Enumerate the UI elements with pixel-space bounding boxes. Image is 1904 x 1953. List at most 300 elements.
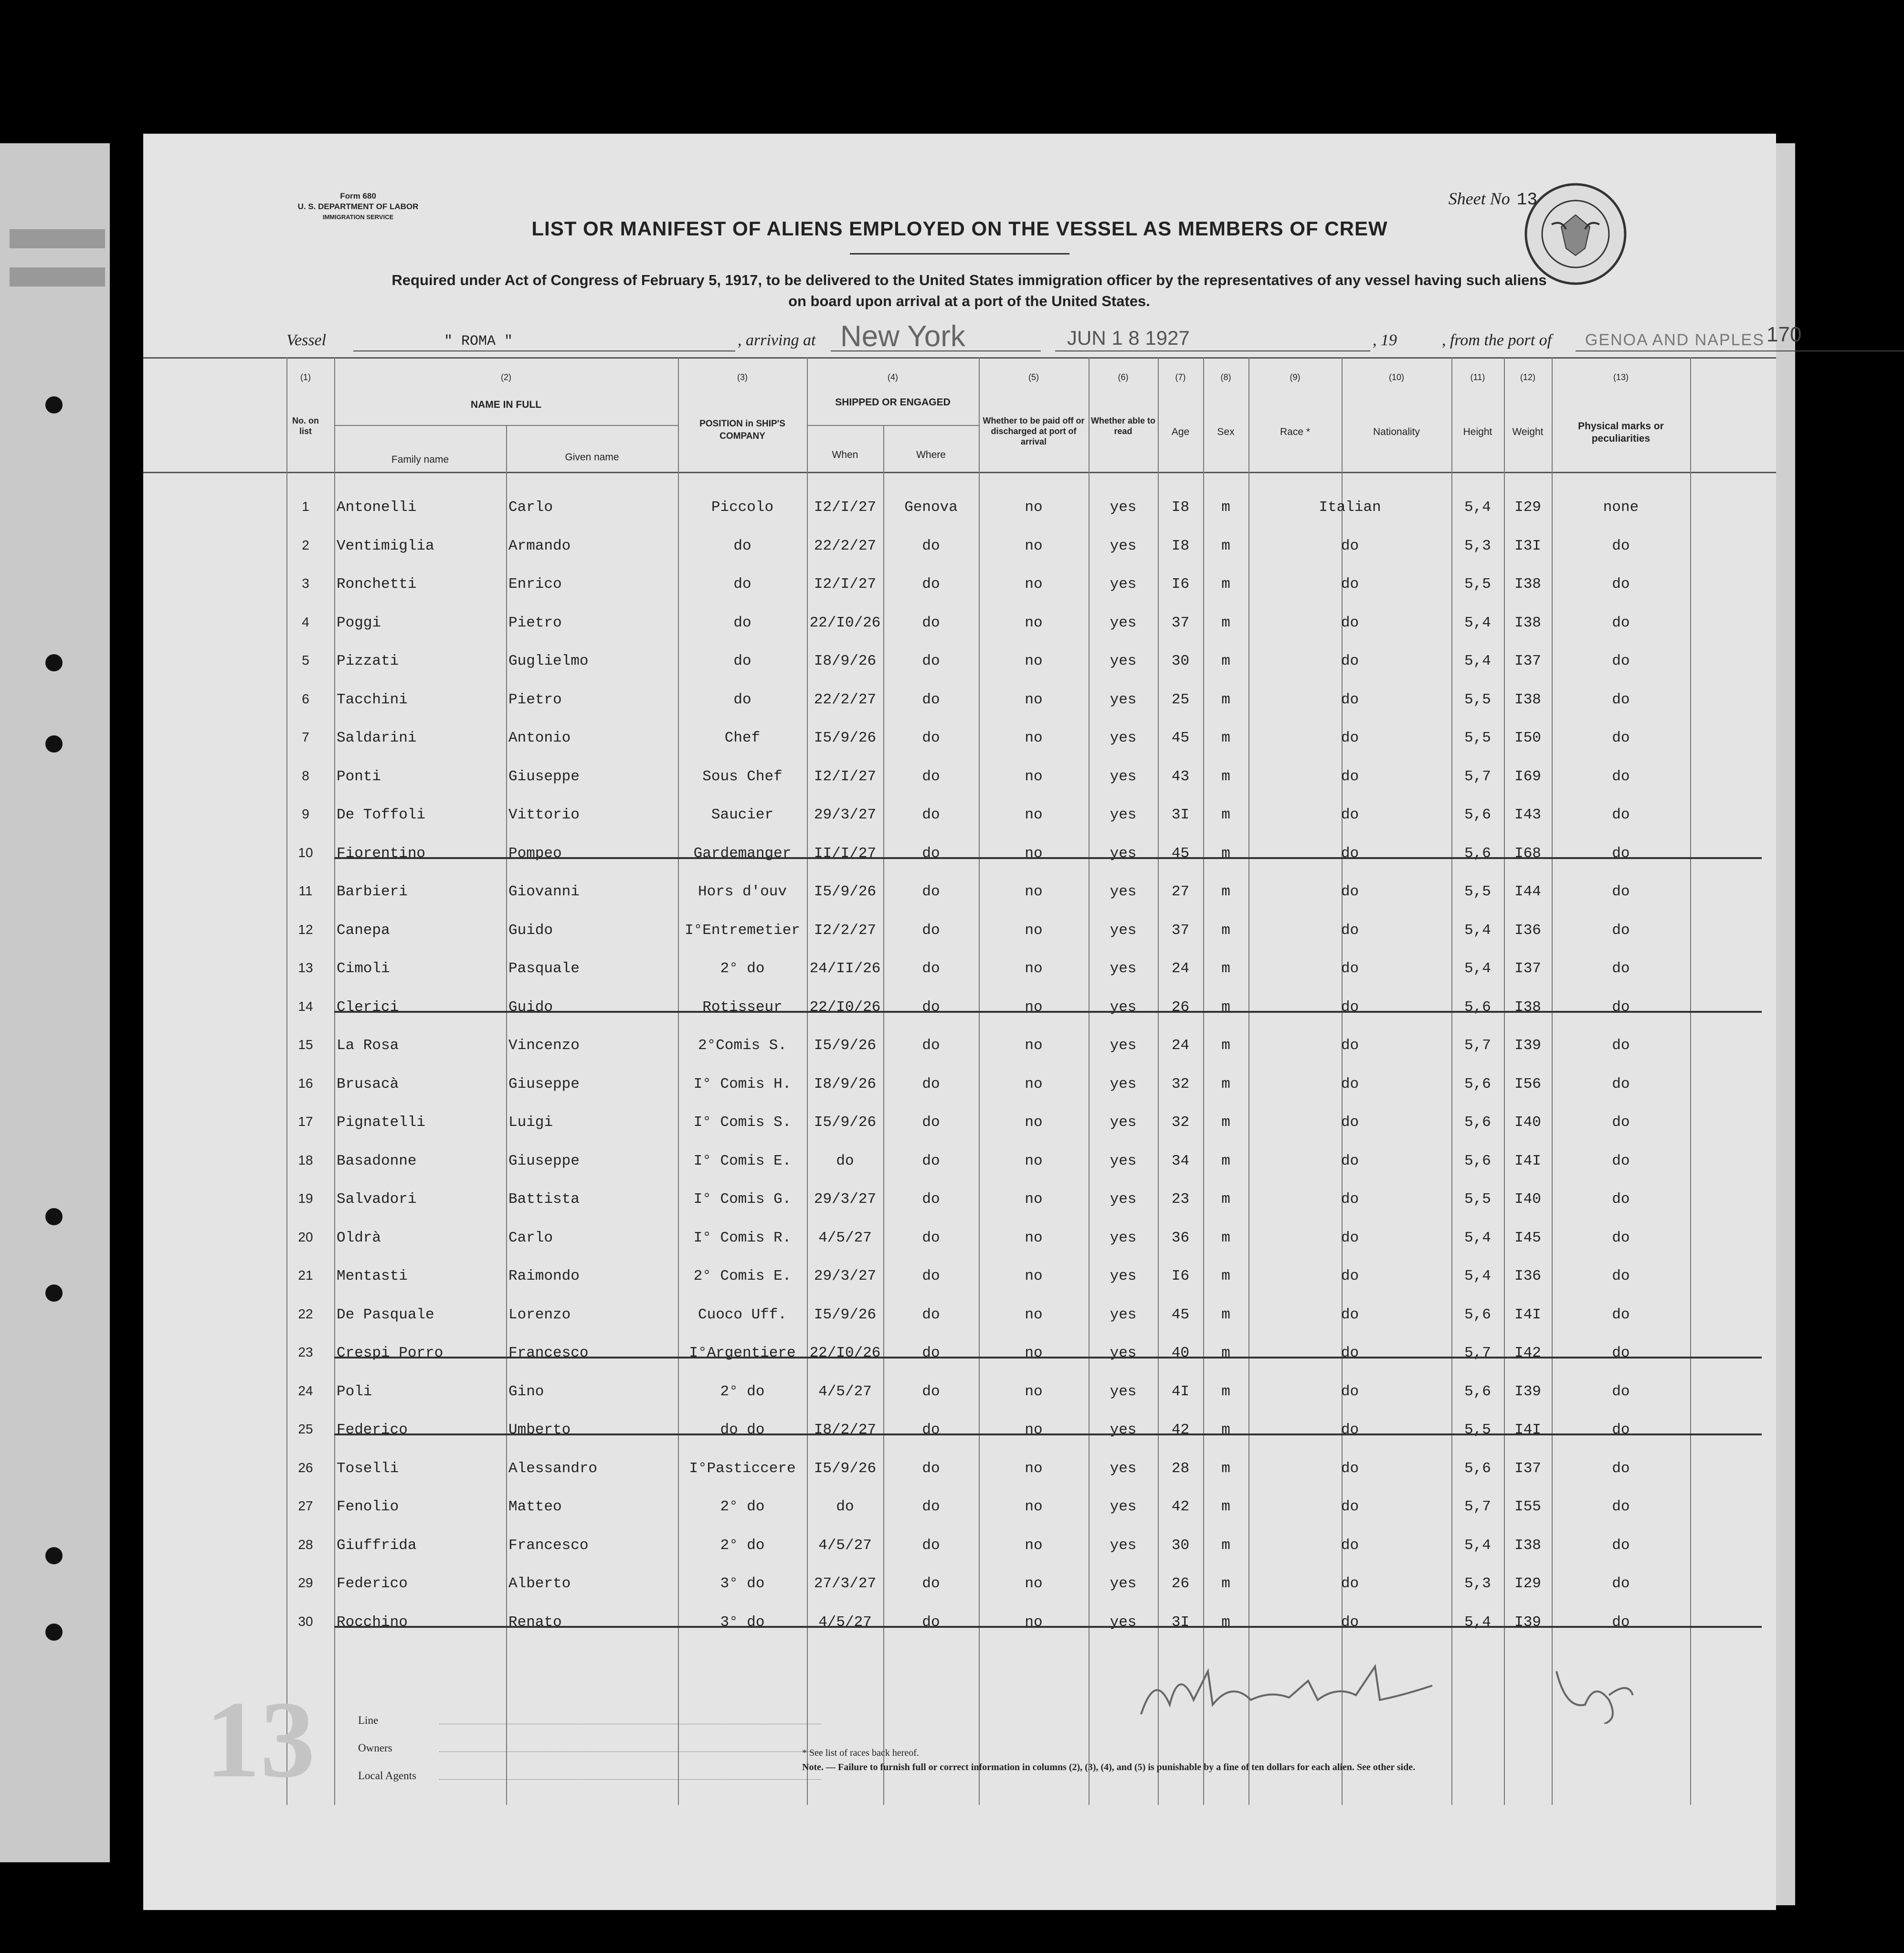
binder-hole	[45, 654, 63, 671]
col-number-4: (4)	[888, 372, 898, 382]
cell-paid-off: no	[1025, 1268, 1043, 1284]
cell-row-number: 13	[298, 960, 313, 975]
cell-row-number: 28	[298, 1537, 313, 1552]
vessel-label: Vessel	[286, 331, 327, 349]
cell-physical-marks: do	[1612, 1345, 1630, 1361]
col-given-name: Given name	[565, 452, 619, 463]
cell-shipped-where: do	[922, 1037, 940, 1054]
cell-family-name: Pizzati	[337, 653, 399, 669]
cell-position: do	[733, 614, 751, 631]
form-number: Form 680	[340, 191, 376, 201]
cell-age: 25	[1171, 691, 1190, 708]
table-row	[143, 605, 1776, 643]
cell-given-name: Vincenzo	[508, 1037, 580, 1054]
cell-weight: I45	[1514, 1229, 1541, 1246]
cell-shipped-where: do	[922, 807, 940, 823]
cell-able-to-read: yes	[1110, 730, 1137, 746]
cell-weight: I37	[1514, 960, 1541, 977]
cell-family-name: Cimoli	[337, 960, 390, 977]
adjacent-sheet-tab	[10, 267, 105, 287]
cell-weight: I39	[1514, 1383, 1541, 1400]
cell-shipped-when: 22/I0/26	[809, 614, 881, 631]
cell-able-to-read: yes	[1110, 1383, 1137, 1400]
cell-shipped-where: do	[922, 883, 940, 900]
sheet-number-label: Sheet No	[1448, 189, 1510, 208]
cell-position: I° Comis R.	[693, 1229, 792, 1246]
cell-family-name: Ventimiglia	[337, 537, 434, 554]
cell-age: 45	[1171, 730, 1190, 746]
cell-row-number: 14	[298, 998, 313, 1014]
cell-paid-off: no	[1025, 1152, 1043, 1169]
cell-row-number: 20	[298, 1229, 313, 1244]
cell-physical-marks: do	[1612, 614, 1630, 631]
cell-given-name: Pietro	[508, 614, 562, 631]
cell-family-name: Federico	[337, 1422, 408, 1438]
cell-given-name: Renato	[508, 1613, 562, 1631]
local-agents-field	[439, 1779, 821, 1780]
cell-shipped-when: I2/I/27	[814, 576, 877, 593]
table-top-rule	[143, 357, 1776, 359]
col-number-12: (12)	[1520, 372, 1535, 382]
cell-able-to-read: yes	[1110, 883, 1137, 900]
col-sex: Sex	[1217, 426, 1235, 437]
cell-given-name: Lorenzo	[508, 1306, 571, 1323]
cell-shipped-when: 4/5/27	[818, 1229, 872, 1246]
cell-sex: m	[1221, 537, 1230, 554]
cell-able-to-read: yes	[1110, 1229, 1137, 1246]
table-row	[143, 1143, 1776, 1181]
col-paid-off: Whether to be paid off or discharged at port of arrival	[983, 416, 1085, 446]
cell-given-name: Giuseppe	[508, 768, 580, 785]
cell-height: 5,4	[1464, 1613, 1491, 1631]
cell-race-nationality: do	[1341, 1537, 1359, 1554]
cell-able-to-read: yes	[1110, 1306, 1137, 1323]
cell-shipped-when: I5/9/26	[814, 1114, 877, 1131]
cell-paid-off: no	[1025, 1383, 1043, 1400]
cell-physical-marks: do	[1612, 768, 1630, 785]
cell-shipped-when: I2/I/27	[814, 499, 877, 516]
cell-family-name: Fiorentino	[337, 845, 426, 862]
cell-age: 23	[1171, 1191, 1190, 1208]
cell-shipped-where: Genova	[904, 499, 958, 516]
cell-race-nationality: do	[1341, 960, 1359, 977]
cell-given-name: Luigi	[508, 1114, 553, 1131]
cell-position: Gardemanger	[693, 845, 792, 862]
cell-physical-marks: do	[1612, 1383, 1630, 1400]
cell-physical-marks: do	[1612, 1037, 1630, 1054]
cell-row-number: 24	[298, 1383, 313, 1398]
col-number-9: (9)	[1290, 372, 1301, 382]
cell-given-name: Francesco	[508, 1537, 589, 1554]
col-number-7: (7)	[1175, 372, 1186, 382]
cell-family-name: Mentasti	[337, 1268, 408, 1284]
cell-sex: m	[1221, 691, 1230, 708]
cell-given-name: Francesco	[508, 1345, 589, 1361]
cell-able-to-read: yes	[1110, 768, 1137, 785]
col-position: POSITION in SHIP'S COMPANY	[699, 419, 785, 441]
subtitle-line: on board upon arrival at a port of the United States.	[788, 293, 1150, 309]
cell-sex: m	[1221, 1114, 1230, 1131]
cell-family-name: Basadonne	[337, 1152, 417, 1169]
cell-race-nationality: do	[1341, 922, 1359, 939]
cell-sex: m	[1221, 807, 1230, 823]
cell-race-nationality: do	[1341, 1306, 1359, 1323]
cell-family-name: De Pasquale	[337, 1306, 434, 1323]
cell-race-nationality: do	[1341, 1498, 1359, 1515]
table-row	[143, 1412, 1776, 1450]
col-number-5: (5)	[1028, 372, 1039, 382]
cell-race-nationality: Italian	[1319, 499, 1381, 516]
cell-age: 42	[1171, 1422, 1190, 1438]
cell-height: 5,6	[1464, 845, 1491, 862]
cell-row-number: 3	[302, 576, 309, 591]
cell-given-name: Gino	[508, 1383, 544, 1400]
cell-sex: m	[1221, 730, 1230, 746]
cell-height: 5,6	[1464, 1306, 1491, 1323]
cell-family-name: Barbieri	[337, 883, 408, 900]
cell-paid-off: no	[1025, 499, 1043, 516]
table-header-rule	[143, 472, 1776, 473]
cell-able-to-read: yes	[1110, 1422, 1137, 1438]
cell-shipped-where: do	[922, 1152, 940, 1169]
cell-weight: I56	[1514, 1075, 1541, 1093]
cell-shipped-where: do	[922, 730, 940, 746]
cell-paid-off: no	[1025, 1498, 1043, 1515]
sheet-number-stamp: 13	[205, 1678, 315, 1800]
cell-able-to-read: yes	[1110, 576, 1137, 593]
cell-shipped-when: I8/9/26	[814, 653, 877, 669]
cell-shipped-where: do	[922, 1422, 940, 1438]
from-port: GENOA AND NAPLES	[1585, 331, 1765, 349]
cell-race-nationality: do	[1341, 653, 1359, 669]
cell-able-to-read: yes	[1110, 1152, 1137, 1169]
vessel-name: " ROMA "	[444, 333, 513, 350]
cell-family-name: Salvadori	[337, 1191, 417, 1208]
cell-shipped-when: I2/2/27	[814, 922, 877, 939]
cell-shipped-where: do	[922, 1306, 940, 1323]
cell-family-name: De Toffoli	[337, 807, 426, 823]
cell-position: 3° do	[720, 1575, 765, 1592]
cell-shipped-when: I8/2/27	[814, 1422, 877, 1438]
cell-shipped-when: 29/3/27	[814, 807, 877, 823]
cell-position: 2° do	[720, 960, 765, 977]
cell-paid-off: no	[1025, 807, 1043, 823]
cell-shipped-when: do	[836, 1152, 854, 1169]
year-label: , 19	[1373, 331, 1397, 349]
cell-sex: m	[1221, 1575, 1230, 1592]
cell-sex: m	[1221, 1345, 1230, 1361]
binder-hole	[45, 396, 63, 414]
cell-race-nationality: do	[1341, 1191, 1359, 1208]
table-row	[143, 720, 1776, 758]
cell-position: Piccolo	[711, 499, 774, 516]
col-family-name: Family name	[391, 454, 449, 465]
table-row	[143, 797, 1776, 835]
cell-weight: I38	[1514, 614, 1541, 631]
cell-able-to-read: yes	[1110, 1345, 1137, 1361]
cell-able-to-read: yes	[1110, 998, 1137, 1016]
cell-paid-off: no	[1025, 537, 1043, 554]
cell-physical-marks: do	[1612, 1268, 1630, 1284]
table-row	[143, 1220, 1776, 1258]
cell-sex: m	[1221, 960, 1230, 977]
cell-able-to-read: yes	[1110, 1268, 1137, 1284]
cell-able-to-read: yes	[1110, 1114, 1137, 1131]
cell-family-name: Pignatelli	[337, 1114, 426, 1131]
cell-height: 5,6	[1464, 1460, 1491, 1477]
cell-weight: I29	[1514, 1575, 1541, 1592]
cell-height: 5,6	[1464, 1075, 1491, 1093]
cell-physical-marks: do	[1612, 537, 1630, 554]
penalty-note: Note. — Failure to furnish full or correct information in columns (2), (3), (4), and (5) is punishable by a fine of ten dollars for each alien. See other side.	[802, 1762, 1416, 1773]
table-row	[143, 1104, 1776, 1143]
cell-row-number: 18	[298, 1152, 313, 1168]
cell-weight: I43	[1514, 807, 1541, 823]
cell-age: 37	[1171, 614, 1190, 631]
cell-sex: m	[1221, 653, 1230, 669]
cell-family-name: Giuffrida	[337, 1537, 417, 1554]
cell-shipped-where: do	[922, 576, 940, 593]
cell-given-name: Vittorio	[508, 807, 580, 823]
cell-shipped-where: do	[922, 1383, 940, 1400]
cell-row-number: 25	[298, 1422, 313, 1436]
cell-shipped-when: 22/2/27	[814, 537, 877, 554]
cell-given-name: Guido	[508, 998, 553, 1016]
cell-weight: I37	[1514, 1460, 1541, 1477]
cell-race-nationality: do	[1341, 1383, 1359, 1400]
cell-paid-off: no	[1025, 960, 1043, 977]
cell-position: I° Comis E.	[693, 1152, 792, 1169]
cell-weight: I38	[1514, 998, 1541, 1016]
cell-weight: I42	[1514, 1345, 1541, 1361]
subtitle-line: Required under Act of Congress of February 5, 1917, to be delivered to the United States immigration officer by the representatives of any vessel having such aliens	[391, 272, 1547, 288]
cell-sex: m	[1221, 1383, 1230, 1400]
cell-physical-marks: do	[1612, 1460, 1630, 1477]
form-service: IMMIGRATION SERVICE	[322, 213, 394, 221]
cell-position: Cuoco Uff.	[698, 1306, 787, 1323]
cell-given-name: Carlo	[508, 1229, 553, 1246]
cell-given-name: Armando	[508, 537, 571, 554]
cell-sex: m	[1221, 576, 1230, 593]
cell-height: 5,4	[1464, 960, 1491, 977]
cell-family-name: Canepa	[337, 922, 390, 939]
cell-able-to-read: yes	[1110, 1075, 1137, 1093]
cell-weight: I44	[1514, 883, 1541, 900]
cell-sex: m	[1221, 1537, 1230, 1554]
cell-sex: m	[1221, 1306, 1230, 1323]
cell-shipped-where: do	[922, 1498, 940, 1515]
cell-sex: m	[1221, 1037, 1230, 1054]
officer-signature	[1136, 1652, 1661, 1724]
cell-physical-marks: do	[1612, 1498, 1630, 1515]
cell-height: 5,5	[1464, 730, 1491, 746]
table-row	[143, 1604, 1776, 1643]
cell-row-number: 23	[298, 1345, 313, 1359]
cell-able-to-read: yes	[1110, 1191, 1137, 1208]
cell-position: Hors d'ouv	[698, 883, 787, 900]
col-shipped-engaged: SHIPPED OR ENGAGED	[835, 397, 951, 408]
cell-height: 5,4	[1464, 1537, 1491, 1554]
header-subdivider	[334, 425, 678, 426]
cell-physical-marks: do	[1612, 960, 1630, 977]
manifest-subtitle	[277, 270, 1661, 312]
cell-shipped-when: 22/I0/26	[809, 998, 881, 1016]
cell-row-number: 1	[302, 499, 309, 514]
cell-weight: I50	[1514, 730, 1541, 746]
col-weight: Weight	[1512, 426, 1544, 437]
col-physical-marks: Physical marks or peculiarities	[1578, 421, 1664, 444]
binder-hole	[45, 1208, 63, 1225]
cell-position: 2° do	[720, 1383, 765, 1400]
table-row	[143, 528, 1776, 566]
cell-shipped-when: 4/5/27	[818, 1383, 872, 1400]
cell-height: 5,5	[1464, 1191, 1491, 1208]
cell-shipped-when: I5/9/26	[814, 1460, 877, 1477]
cell-sex: m	[1221, 1422, 1230, 1438]
table-row	[143, 1528, 1776, 1566]
cell-row-number: 6	[302, 691, 309, 706]
cell-physical-marks: do	[1612, 807, 1630, 823]
owners-field	[439, 1751, 821, 1752]
cell-physical-marks: do	[1612, 883, 1630, 900]
cell-age: 36	[1171, 1229, 1190, 1246]
cell-physical-marks: do	[1612, 1575, 1630, 1592]
cell-paid-off: no	[1025, 1306, 1043, 1323]
table-row	[143, 643, 1776, 681]
cell-shipped-when: 22/I0/26	[809, 1345, 881, 1361]
cell-able-to-read: yes	[1110, 653, 1137, 669]
cell-age: 32	[1171, 1075, 1190, 1093]
cell-shipped-where: do	[922, 1114, 940, 1131]
cell-sex: m	[1221, 1075, 1230, 1093]
col-number-3: (3)	[737, 372, 748, 382]
arrival-date-stamp: JUN 1 8 1927	[1067, 327, 1190, 349]
cell-able-to-read: yes	[1110, 845, 1137, 862]
cell-paid-off: no	[1025, 1114, 1043, 1131]
cell-family-name: Crespi Porro	[337, 1345, 444, 1361]
cell-able-to-read: yes	[1110, 922, 1137, 939]
cell-shipped-where: do	[922, 1613, 940, 1631]
manifest-title: LIST OR MANIFEST OF ALIENS EMPLOYED ON THE VESSEL AS MEMBERS OF CREW	[531, 217, 1388, 240]
cell-paid-off: no	[1025, 1613, 1043, 1631]
cell-shipped-where: do	[922, 1575, 940, 1592]
date-underline	[1055, 350, 1370, 351]
cell-shipped-where: do	[922, 1345, 940, 1361]
col-number-10: (10)	[1388, 372, 1404, 382]
title-underline	[850, 253, 1069, 255]
cell-paid-off: no	[1025, 614, 1043, 631]
cell-age: 24	[1171, 960, 1190, 977]
col-age: Age	[1171, 426, 1190, 437]
cell-race-nationality: do	[1341, 614, 1359, 631]
cell-shipped-when: II/I/27	[814, 845, 877, 862]
cell-height: 5,7	[1464, 1037, 1491, 1054]
strike-through-line	[334, 1626, 1762, 1628]
cell-position: I°Argentiere	[689, 1345, 796, 1361]
cell-paid-off: no	[1025, 576, 1043, 593]
cell-weight: I40	[1514, 1191, 1541, 1208]
table-row	[143, 566, 1776, 605]
col-race: Race *	[1280, 426, 1311, 437]
cell-paid-off: no	[1025, 883, 1043, 900]
cell-shipped-where: do	[922, 537, 940, 554]
cell-height: 5,4	[1464, 653, 1491, 669]
cell-sex: m	[1221, 768, 1230, 785]
cell-shipped-when: 4/5/27	[818, 1613, 872, 1631]
cell-position: do	[733, 653, 751, 669]
cell-age: 3I	[1171, 807, 1190, 823]
cell-sex: m	[1221, 845, 1230, 862]
cell-physical-marks: do	[1612, 1613, 1630, 1631]
cell-family-name: Fenolio	[337, 1498, 399, 1515]
cell-row-number: 8	[302, 768, 309, 783]
cell-family-name: Toselli	[337, 1460, 399, 1477]
cell-position: Saucier	[711, 807, 774, 823]
cell-weight: I38	[1514, 1537, 1541, 1554]
cell-sex: m	[1221, 499, 1230, 516]
cell-family-name: Oldrà	[337, 1229, 381, 1246]
cell-physical-marks: do	[1612, 730, 1630, 746]
cell-row-number: 15	[298, 1037, 313, 1052]
cell-sex: m	[1221, 1613, 1230, 1631]
cell-shipped-where: do	[922, 691, 940, 708]
cell-age: 45	[1171, 1306, 1190, 1323]
binder-hole	[45, 1547, 63, 1564]
cell-given-name: Pasquale	[508, 960, 580, 977]
cell-family-name: La Rosa	[337, 1037, 399, 1054]
col-number-8: (8)	[1220, 372, 1231, 382]
cell-given-name: Pietro	[508, 691, 562, 708]
cell-paid-off: no	[1025, 1460, 1043, 1477]
cell-able-to-read: yes	[1110, 691, 1137, 708]
cell-shipped-when: I5/9/26	[814, 730, 877, 746]
table-row	[143, 1489, 1776, 1527]
col-number-2: (2)	[501, 372, 511, 382]
col-no-on-list: No. on list	[292, 416, 319, 436]
cell-able-to-read: yes	[1110, 499, 1137, 516]
cell-weight: I4I	[1514, 1306, 1541, 1323]
cell-position: I°Pasticcere	[689, 1460, 796, 1477]
cell-row-number: 11	[298, 883, 313, 898]
cell-shipped-where: do	[922, 1460, 940, 1477]
table-row	[143, 759, 1776, 797]
cell-height: 5,4	[1464, 1268, 1491, 1284]
cell-race-nationality: do	[1341, 883, 1359, 900]
owners-label: Owners	[358, 1742, 392, 1754]
cell-given-name: Giuseppe	[508, 1152, 580, 1169]
cell-weight: I4I	[1514, 1422, 1541, 1438]
table-row	[143, 1066, 1776, 1104]
cell-family-name: Ponti	[337, 768, 381, 785]
cell-paid-off: no	[1025, 998, 1043, 1016]
cell-race-nationality: do	[1341, 1575, 1359, 1592]
cell-age: 30	[1171, 653, 1190, 669]
cell-age: 24	[1171, 1037, 1190, 1054]
cell-able-to-read: yes	[1110, 1037, 1137, 1054]
cell-position: Sous Chef	[702, 768, 783, 785]
cell-shipped-where: do	[922, 1537, 940, 1554]
cell-shipped-where: do	[922, 1191, 940, 1208]
cell-height: 5,6	[1464, 807, 1491, 823]
table-row	[143, 874, 1776, 912]
cell-row-number: 19	[298, 1191, 313, 1206]
cell-family-name: Federico	[337, 1575, 408, 1592]
cell-given-name: Guglielmo	[508, 653, 589, 669]
cell-age: I8	[1171, 499, 1190, 516]
cell-height: 5,3	[1464, 537, 1491, 554]
cell-row-number: 5	[302, 653, 309, 668]
cell-height: 5,4	[1464, 1229, 1491, 1246]
